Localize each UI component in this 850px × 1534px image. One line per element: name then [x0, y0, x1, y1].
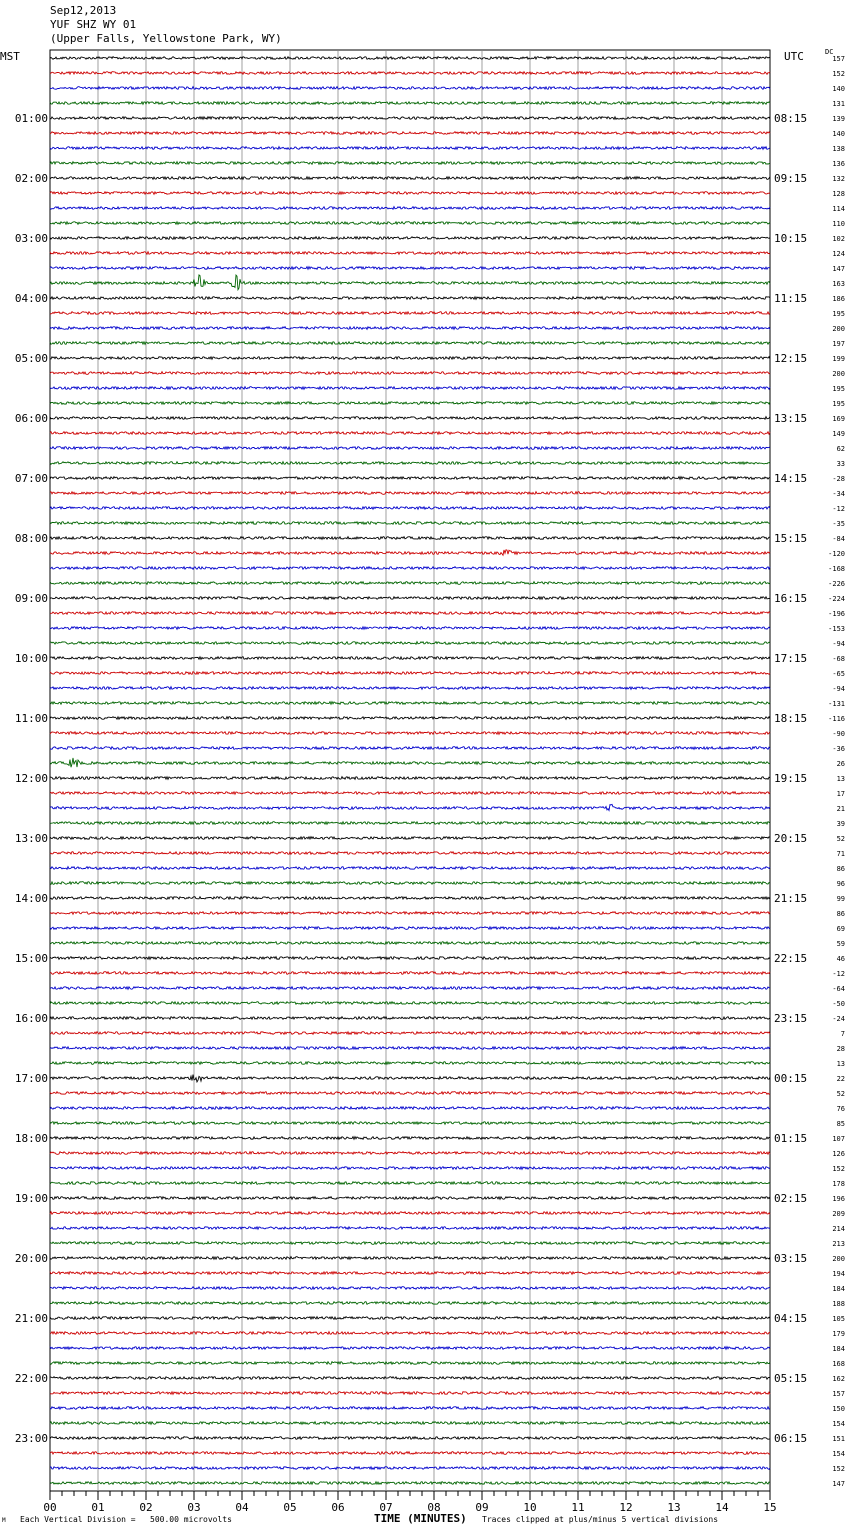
trace-row	[50, 1075, 770, 1082]
left-hour-label: 16:00	[14, 1012, 48, 1025]
dc-offset-label: 107	[832, 1135, 845, 1143]
trace-row	[50, 927, 770, 930]
dc-offset-label: 86	[836, 865, 845, 873]
dc-offset-label: 52	[836, 1090, 845, 1098]
trace-row	[50, 972, 770, 975]
trace-row	[50, 177, 770, 180]
dc-offset-label: 214	[832, 1225, 845, 1233]
right-hour-label: 10:15	[774, 232, 808, 245]
left-hour-label: 06:00	[14, 412, 48, 425]
trace-row	[50, 1407, 770, 1410]
right-hour-label: 01:15	[774, 1132, 808, 1145]
trace-row	[50, 702, 770, 705]
dc-offset-label: 152	[832, 70, 845, 78]
dc-offset-label: 22	[836, 1075, 845, 1083]
dc-offset-label: 102	[832, 235, 845, 243]
scale-note: Each Vertical Division = 500.00 microvolts	[20, 1515, 232, 1524]
trace-row	[50, 372, 770, 375]
trace-row	[50, 672, 770, 675]
dc-offset-label: 128	[832, 190, 845, 198]
x-tick-label: 13	[667, 1501, 681, 1514]
right-hour-label: 17:15	[774, 652, 808, 665]
right-hour-label: 23:15	[774, 1012, 808, 1025]
station-location: (Upper Falls, Yellowstone Park, WY)	[50, 32, 282, 45]
trace-row	[50, 1272, 770, 1275]
record-date: Sep12,2013	[50, 4, 117, 17]
left-hour-label: 11:00	[14, 712, 48, 725]
right-hour-label: 12:15	[774, 352, 808, 365]
dc-offset-label: -28	[832, 475, 845, 483]
trace-row	[50, 687, 770, 690]
dc-offset-label: 85	[836, 1120, 845, 1128]
trace-row	[50, 1482, 770, 1485]
dc-offset-label: 157	[832, 1390, 845, 1398]
left-hour-label: 21:00	[14, 1312, 48, 1325]
dc-offset-label: 99	[836, 895, 845, 903]
dc-offset-label: 28	[836, 1045, 845, 1053]
trace-row	[50, 550, 770, 555]
trace-row	[50, 597, 770, 600]
left-hour-label: 09:00	[14, 592, 48, 605]
trace-row	[50, 1422, 770, 1425]
trace-row	[50, 1302, 770, 1305]
trace-row	[50, 1227, 770, 1230]
x-tick-label: 03	[187, 1501, 201, 1514]
dc-offset-label: 140	[832, 85, 845, 93]
right-hour-label: 22:15	[774, 952, 808, 965]
trace-row	[50, 957, 770, 960]
dc-offset-label: 33	[836, 460, 845, 468]
dc-offset-label: 62	[836, 445, 845, 453]
trace-row	[50, 1467, 770, 1470]
trace-row	[50, 852, 770, 855]
trace-row	[50, 1452, 770, 1455]
dc-offset-label: -12	[832, 970, 845, 978]
trace-row	[50, 507, 770, 510]
dc-offset-label: 163	[832, 280, 845, 288]
right-hour-label: 19:15	[774, 772, 808, 785]
dc-offset-label: -116	[828, 715, 845, 723]
trace-row	[50, 1137, 770, 1140]
trace-row	[50, 417, 770, 420]
right-hour-label: 16:15	[774, 592, 808, 605]
trace-row	[50, 297, 770, 300]
dc-offset-label: 110	[832, 220, 845, 228]
trace-row	[50, 207, 770, 210]
dc-offset-label: 114	[832, 205, 845, 213]
x-tick-label: 10	[523, 1501, 537, 1514]
trace-row	[50, 432, 770, 435]
dc-offset-label: 138	[832, 145, 845, 153]
trace-row	[50, 1332, 770, 1335]
trace-row	[50, 1347, 770, 1350]
trace-row	[50, 447, 770, 450]
right-hour-label: 06:15	[774, 1432, 808, 1445]
trace-row	[50, 1212, 770, 1215]
dc-offset-label: -196	[828, 610, 845, 618]
trace-row	[50, 1062, 770, 1065]
x-axis-label: TIME (MINUTES)	[374, 1512, 467, 1525]
dc-offset-label: 200	[832, 370, 845, 378]
trace-row	[50, 582, 770, 585]
x-tick-label: 02	[139, 1501, 153, 1514]
dc-offset-label: 157	[832, 55, 845, 63]
dc-offset-label: -50	[832, 1000, 845, 1008]
clip-note: Traces clipped at plus/minus 5 vertical divisions	[482, 1515, 719, 1524]
trace-row	[50, 1362, 770, 1365]
dc-offset-label: 209	[832, 1210, 845, 1218]
trace-row	[50, 57, 770, 60]
trace-row	[50, 777, 770, 780]
dc-offset-label: 147	[832, 1480, 845, 1488]
left-hour-label: 12:00	[14, 772, 48, 785]
trace-row	[50, 642, 770, 645]
left-hour-label: 02:00	[14, 172, 48, 185]
dc-offset-label: 132	[832, 175, 845, 183]
dc-offset-label: 150	[832, 1405, 845, 1413]
dc-offset-label: 21	[836, 805, 845, 813]
trace-row	[50, 822, 770, 825]
left-hour-label: 23:00	[14, 1432, 48, 1445]
trace-row	[50, 792, 770, 795]
trace-row	[50, 758, 770, 767]
dc-label: DC	[825, 48, 834, 56]
trace-row	[50, 1437, 770, 1440]
x-tick-label: 01	[91, 1501, 105, 1514]
trace-row	[50, 897, 770, 900]
trace-row	[50, 402, 770, 405]
trace-row	[50, 537, 770, 540]
x-tick-label: 12	[619, 1501, 633, 1514]
left-hour-label: 01:00	[14, 112, 48, 125]
dc-offset-label: 46	[836, 955, 845, 963]
dc-offset-label: 152	[832, 1465, 845, 1473]
dc-offset-label: 86	[836, 910, 845, 918]
trace-row	[50, 1017, 770, 1020]
right-hour-label: 02:15	[774, 1192, 808, 1205]
dc-offset-label: 26	[836, 760, 845, 768]
dc-offset-label: -226	[828, 580, 845, 588]
dc-offset-label: 39	[836, 820, 845, 828]
trace-row	[50, 1287, 770, 1290]
dc-offset-label: 69	[836, 925, 845, 933]
trace-row	[50, 612, 770, 615]
dc-offset-label: -84	[832, 535, 845, 543]
trace-row	[50, 717, 770, 720]
dc-offset-label: -24	[832, 1015, 845, 1023]
trace-row	[50, 942, 770, 945]
trace-row	[50, 627, 770, 630]
dc-offset-label: 13	[836, 1060, 845, 1068]
right-hour-label: 03:15	[774, 1252, 808, 1265]
trace-row	[50, 1242, 770, 1245]
right-hour-label: 04:15	[774, 1312, 808, 1325]
right-hour-label: 21:15	[774, 892, 808, 905]
left-hour-label: 14:00	[14, 892, 48, 905]
dc-offset-label: 96	[836, 880, 845, 888]
right-hour-label: 05:15	[774, 1372, 808, 1385]
left-hour-label: 22:00	[14, 1372, 48, 1385]
trace-row	[50, 882, 770, 885]
trace-row	[50, 327, 770, 330]
right-hour-label: 14:15	[774, 472, 808, 485]
dc-offset-label: 17	[836, 790, 845, 798]
dc-offset-label: 139	[832, 115, 845, 123]
trace-row	[50, 477, 770, 480]
trace-row	[50, 162, 770, 165]
right-hour-label: 00:15	[774, 1072, 808, 1085]
left-hour-label: 08:00	[14, 532, 48, 545]
dc-offset-label: 7	[840, 1030, 845, 1038]
trace-row	[50, 87, 770, 90]
left-hour-label: 20:00	[14, 1252, 48, 1265]
x-tick-label: 00	[43, 1501, 57, 1514]
dc-offset-label: -12	[832, 505, 845, 513]
corner-mark: M	[2, 1517, 6, 1524]
x-tick-label: 07	[379, 1501, 393, 1514]
dc-offset-label: 59	[836, 940, 845, 948]
right-hour-label: 09:15	[774, 172, 808, 185]
trace-row	[50, 1317, 770, 1320]
dc-offset-label: -153	[828, 625, 845, 633]
trace-row	[50, 732, 770, 735]
dc-offset-label: 195	[832, 400, 845, 408]
dc-offset-label: 213	[832, 1240, 845, 1248]
trace-row	[50, 387, 770, 390]
right-hour-label: 20:15	[774, 832, 808, 845]
left-hour-label: 07:00	[14, 472, 48, 485]
station-id: YUF SHZ WY 01	[50, 18, 137, 31]
dc-offset-label: 188	[832, 1300, 845, 1308]
dc-offset-label: 147	[832, 265, 845, 273]
dc-offset-label: -168	[828, 565, 845, 573]
trace-row	[50, 492, 770, 495]
trace-row	[50, 1047, 770, 1050]
dc-offset-label: -120	[828, 550, 845, 558]
left-hour-label: 05:00	[14, 352, 48, 365]
dc-offset-label: -68	[832, 655, 845, 663]
trace-row	[50, 1377, 770, 1380]
right-hour-label: 11:15	[774, 292, 808, 305]
dc-offset-label: -94	[832, 685, 845, 693]
dc-offset-label: 126	[832, 1150, 845, 1158]
dc-offset-label: 200	[832, 1255, 845, 1263]
trace-row	[50, 522, 770, 525]
trace-row	[50, 267, 770, 270]
dc-offset-label: 178	[832, 1180, 845, 1188]
left-hour-label: 03:00	[14, 232, 48, 245]
dc-offset-label: 168	[832, 1360, 845, 1368]
dc-offset-label: 179	[832, 1330, 845, 1338]
x-tick-label: 11	[571, 1501, 585, 1514]
dc-offset-label: 52	[836, 835, 845, 843]
left-hour-label: 04:00	[14, 292, 48, 305]
trace-row	[50, 275, 770, 290]
left-hour-label: 15:00	[14, 952, 48, 965]
left-hour-label: 13:00	[14, 832, 48, 845]
dc-offset-label: 184	[832, 1345, 845, 1353]
dc-offset-label: 195	[832, 385, 845, 393]
x-tick-label: 05	[283, 1501, 297, 1514]
dc-offset-label: 200	[832, 325, 845, 333]
dc-offset-label: 105	[832, 1315, 845, 1323]
right-timezone-label: UTC	[784, 50, 804, 63]
trace-row	[50, 357, 770, 360]
trace-row	[50, 1107, 770, 1110]
trace-row	[50, 1392, 770, 1395]
dc-offset-label: 162	[832, 1375, 845, 1383]
dc-offset-label: 131	[832, 100, 845, 108]
right-hour-label: 08:15	[774, 112, 808, 125]
trace-row	[50, 1182, 770, 1185]
trace-row	[50, 192, 770, 195]
trace-row	[50, 987, 770, 990]
trace-row	[50, 102, 770, 105]
dc-offset-label: 194	[832, 1270, 845, 1278]
dc-offset-label: 152	[832, 1165, 845, 1173]
trace-row	[50, 1032, 770, 1035]
trace-row	[50, 132, 770, 135]
dc-offset-label: 124	[832, 250, 845, 258]
right-hour-label: 18:15	[774, 712, 808, 725]
trace-row	[50, 342, 770, 345]
dc-offset-label: -90	[832, 730, 845, 738]
left-timezone-label: MST	[0, 50, 20, 63]
x-tick-label: 04	[235, 1501, 249, 1514]
dc-offset-label: -94	[832, 640, 845, 648]
dc-offset-label: -36	[832, 745, 845, 753]
dc-offset-label: 71	[836, 850, 845, 858]
dc-offset-label: -64	[832, 985, 845, 993]
dc-offset-label: 154	[832, 1450, 845, 1458]
trace-row	[50, 1152, 770, 1155]
dc-offset-label: 136	[832, 160, 845, 168]
dc-offset-label: 13	[836, 775, 845, 783]
trace-row	[50, 117, 770, 120]
trace-row	[50, 747, 770, 750]
left-hour-label: 17:00	[14, 1072, 48, 1085]
trace-row	[50, 1002, 770, 1005]
dc-offset-label: 140	[832, 130, 845, 138]
dc-offset-label: 186	[832, 295, 845, 303]
trace-row	[50, 1257, 770, 1260]
right-hour-label: 13:15	[774, 412, 808, 425]
dc-offset-label: -35	[832, 520, 845, 528]
trace-row	[50, 1122, 770, 1125]
dc-offset-label: 199	[832, 355, 845, 363]
x-tick-label: 14	[715, 1501, 729, 1514]
trace-row	[50, 222, 770, 225]
trace-row	[50, 252, 770, 255]
x-tick-label: 08	[427, 1501, 441, 1514]
trace-row	[50, 837, 770, 840]
dc-offset-label: 154	[832, 1420, 845, 1428]
trace-row	[50, 657, 770, 660]
dc-offset-label: 76	[836, 1105, 845, 1113]
dc-offset-label: 149	[832, 430, 845, 438]
dc-offset-label: 196	[832, 1195, 845, 1203]
trace-row	[50, 462, 770, 465]
trace-row	[50, 72, 770, 75]
trace-row	[50, 237, 770, 240]
dc-offset-label: 169	[832, 415, 845, 423]
plot-frame	[50, 50, 770, 1491]
dc-offset-label: -224	[828, 595, 845, 603]
trace-row	[50, 867, 770, 870]
left-hour-label: 19:00	[14, 1192, 48, 1205]
x-tick-label: 09	[475, 1501, 489, 1514]
trace-row	[50, 804, 770, 810]
x-tick-label: 06	[331, 1501, 345, 1514]
trace-row	[50, 1092, 770, 1095]
left-hour-label: 10:00	[14, 652, 48, 665]
left-hour-label: 18:00	[14, 1132, 48, 1145]
dc-offset-label: 197	[832, 340, 845, 348]
dc-offset-label: 195	[832, 310, 845, 318]
trace-row	[50, 567, 770, 570]
trace-row	[50, 147, 770, 150]
dc-offset-label: 184	[832, 1285, 845, 1293]
dc-offset-label: -131	[828, 700, 845, 708]
trace-row	[50, 312, 770, 315]
trace-row	[50, 912, 770, 915]
right-hour-label: 15:15	[774, 532, 808, 545]
trace-row	[50, 1197, 770, 1200]
x-tick-label: 15	[763, 1501, 777, 1514]
dc-offset-label: -65	[832, 670, 845, 678]
trace-row	[50, 1167, 770, 1170]
dc-offset-label: -34	[832, 490, 845, 498]
dc-offset-label: 151	[832, 1435, 845, 1443]
